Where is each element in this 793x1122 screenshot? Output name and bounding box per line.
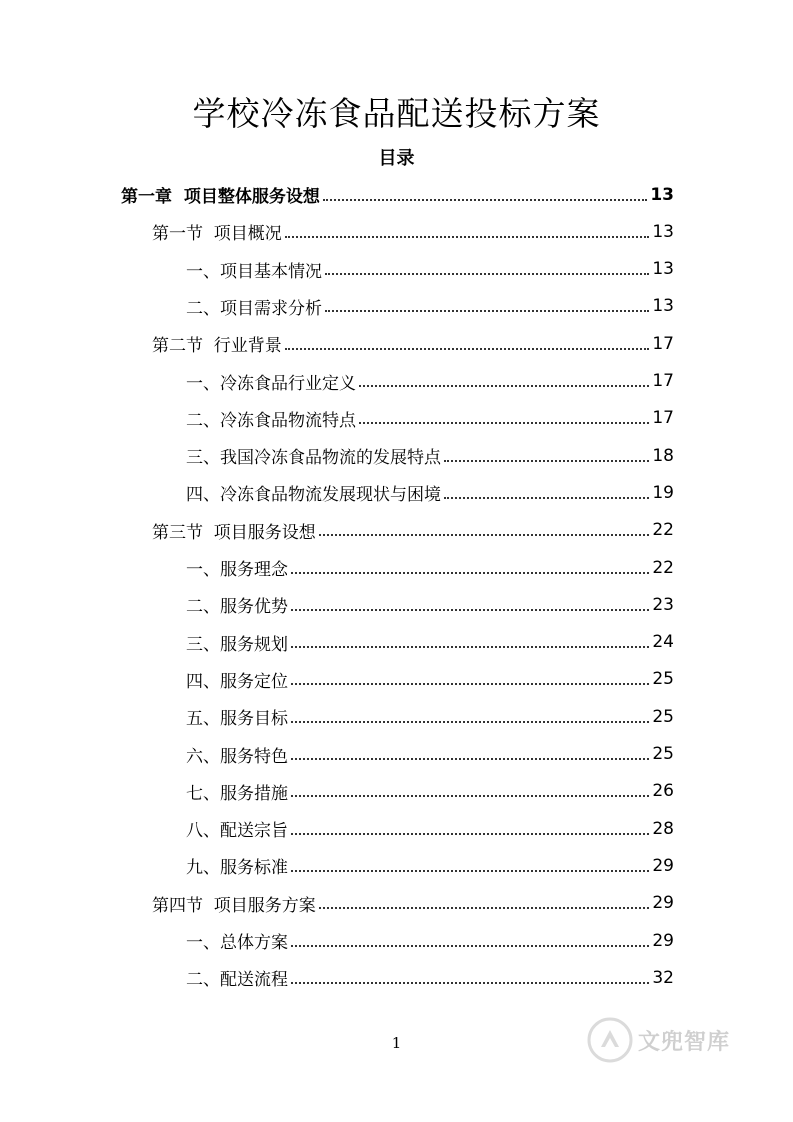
toc-entry-page: 25	[652, 744, 674, 764]
toc-entry[interactable]	[186, 437, 674, 474]
toc-entry-page: 32	[652, 967, 674, 988]
toc-entry-label: 八、配送宗旨	[186, 821, 288, 842]
toc-entry-page: 22	[652, 520, 674, 541]
watermark-text: 文兜智库	[638, 1029, 731, 1055]
toc-entry-page: 29	[652, 893, 674, 914]
toc-entry[interactable]	[152, 213, 674, 250]
page-number: 1	[391, 1034, 402, 1052]
toc-entry-label: 第二节 行业背景	[152, 336, 282, 357]
toc-entry[interactable]	[186, 549, 674, 586]
toc-entry-label: 三、我国冷冻食品物流的发展特点	[186, 448, 441, 469]
toc-leader-dots	[291, 721, 649, 723]
toc-entry[interactable]	[186, 736, 674, 773]
toc-entry-page: 13	[652, 259, 674, 280]
toc-entry-label: 一、总体方案	[186, 933, 288, 953]
watermark	[586, 1016, 730, 1064]
toc-entry-label: 第三节 项目服务设想	[152, 522, 316, 543]
toc-leader-dots	[319, 534, 649, 536]
toc-leader-dots	[291, 870, 649, 872]
toc-leader-dots	[323, 199, 647, 201]
toc-leader-dots	[291, 945, 649, 947]
toc-entry-page: 26	[652, 781, 674, 802]
toc-entry[interactable]	[121, 176, 674, 213]
toc-leader-dots	[285, 236, 649, 238]
toc-leader-dots	[444, 460, 649, 462]
toc-heading: 目录	[378, 148, 415, 169]
toc-entry-label: 一、冷冻食品行业定义	[186, 373, 356, 394]
toc-entry-page: 25	[652, 706, 674, 727]
toc-entry[interactable]	[152, 512, 674, 549]
toc-entry-label: 第一章 项目整体服务设想	[121, 187, 320, 207]
toc-entry-label: 七、服务措施	[186, 783, 288, 804]
toc-entry-page: 17	[652, 371, 674, 391]
document-logo-icon	[586, 1016, 634, 1064]
document-title: 学校冷冻食品配送投标方案	[192, 94, 601, 133]
toc-entry-page: 19	[652, 482, 674, 503]
toc-entry[interactable]	[186, 288, 674, 325]
toc-entry[interactable]	[186, 847, 674, 884]
toc-entry-label: 九、服务标准	[186, 858, 288, 879]
toc-entry[interactable]	[186, 810, 674, 847]
toc-entry-label: 四、冷冻食品物流发展现状与困境	[186, 485, 441, 506]
toc-entry-label: 二、项目需求分析	[186, 298, 322, 319]
toc-entry-label: 六、服务特色	[186, 746, 288, 767]
toc-entry-label: 一、服务理念	[186, 560, 288, 580]
toc-entry-page: 23	[652, 594, 674, 615]
toc-entry[interactable]	[186, 474, 674, 511]
toc-entry-label: 二、配送流程	[186, 970, 288, 991]
toc-leader-dots	[291, 646, 649, 648]
toc-entry[interactable]	[186, 586, 674, 623]
toc-entry-label: 二、冷冻食品物流特点	[186, 410, 356, 431]
toc-entry[interactable]	[152, 325, 674, 362]
toc-entry-page: 24	[652, 632, 674, 653]
toc-entry-label: 二、服务优势	[186, 597, 288, 618]
toc-entry-label: 一、项目基本情况	[186, 261, 322, 282]
toc-entry-page: 18	[652, 445, 674, 466]
toc-leader-dots	[325, 310, 649, 312]
toc-entry[interactable]	[186, 959, 674, 996]
toc-entry[interactable]	[186, 251, 674, 288]
toc-leader-dots	[325, 273, 649, 275]
toc-entry-page: 28	[652, 818, 674, 839]
toc-leader-dots	[444, 497, 649, 499]
toc-leader-dots	[291, 795, 649, 797]
toc-entry[interactable]	[186, 698, 674, 735]
toc-entry-label: 四、服务定位	[186, 671, 288, 692]
toc-entry[interactable]	[186, 624, 674, 661]
toc-entry[interactable]	[186, 661, 674, 698]
toc-leader-dots	[319, 907, 649, 909]
toc-entry[interactable]	[186, 400, 674, 437]
toc-entry[interactable]	[186, 773, 674, 810]
toc-entry-label: 三、服务规划	[186, 634, 288, 655]
toc-entry-page: 25	[652, 669, 674, 690]
toc-leader-dots	[291, 833, 649, 835]
toc-entry-page: 29	[652, 855, 674, 876]
toc-leader-dots	[291, 609, 649, 611]
toc-entry[interactable]	[186, 363, 674, 400]
toc-leader-dots	[291, 572, 649, 574]
toc-entry-page: 17	[652, 408, 674, 429]
toc-entry-page: 13	[652, 221, 674, 242]
toc-entry-label: 五、服务目标	[186, 709, 288, 730]
toc-entry-page: 29	[652, 930, 674, 951]
toc-entry-page: 13	[650, 184, 674, 205]
toc-leader-dots	[291, 683, 649, 685]
toc-entry-label: 第四节 项目服务方案	[152, 895, 316, 916]
toc-leader-dots	[291, 758, 649, 760]
toc-entry-page: 17	[652, 333, 674, 354]
toc-entry[interactable]	[186, 922, 674, 959]
toc-leader-dots	[359, 422, 649, 424]
toc-leader-dots	[291, 982, 649, 984]
toc-entry-page: 13	[652, 296, 674, 317]
toc-entry-label: 第一节 项目概况	[152, 224, 282, 245]
toc-entry-page: 22	[652, 557, 674, 578]
toc-entry[interactable]	[152, 885, 674, 922]
toc-leader-dots	[359, 385, 649, 387]
toc-leader-dots	[285, 348, 649, 350]
